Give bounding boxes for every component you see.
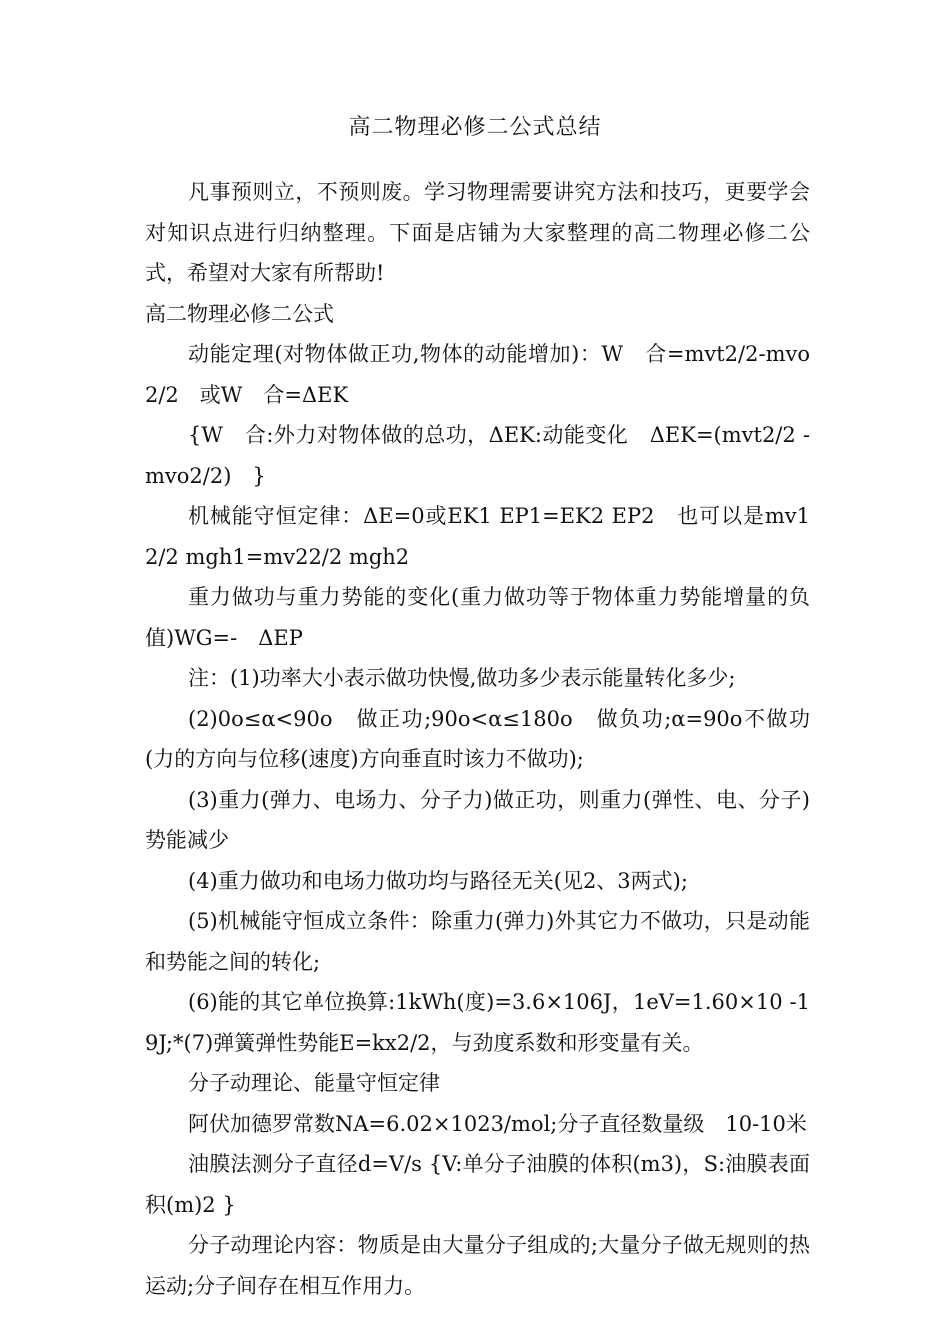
paragraph-work-definition: {W 合:外力对物体做的总功，ΔEK:动能变化 ΔEK=(mvt2/2 -mvo2/2) }: [145, 423, 810, 488]
paragraph-molecular-theory-content: 分子动理论内容：物质是由大量分子组成的;大量分子做无规则的热运动;分子间存在相互作用力。: [145, 1233, 810, 1298]
paragraph-gravity-work: 重力做功与重力势能的变化(重力做功等于物体重力势能增量的负值)WG=- ΔEP: [145, 585, 810, 650]
document-body: [145, 172, 810, 1306]
paragraph-kinetic-energy-theorem: 动能定理(对物体做正功,物体的动能增加)：W 合=mvt2/2-mvo2/2 或W 合=ΔEK: [145, 342, 810, 407]
paragraph-note-3: (3)重力(弹力、电场力、分子力)做正功，则重力(弹性、电、分子)势能减少: [145, 787, 810, 852]
paragraph-intro: 凡事预则立，不预则废。学习物理需要讲究方法和技巧，更要学会对知识点进行归纳整理。下面是店铺为大家整理的高二物理必修二公式，希望对大家有所帮助!: [145, 180, 810, 285]
paragraph-avogadro: 阿伏加德罗常数NA=6.02×1023/mol;分子直径数量级 10-10米: [188, 1111, 807, 1136]
paragraph-oil-film: 油膜法测分子直径d=V/s {V:单分子油膜的体积(m3)，S:油膜表面积(m)2 }: [145, 1152, 810, 1217]
paragraph-energy-conservation: 机械能守恒定律：ΔE=0或EK1 EP1=EK2 EP2 也可以是mv12/2 mgh1=mv22/2 mgh2: [145, 504, 810, 569]
paragraph-molecular-theory-heading: 分子动理论、能量守恒定律: [188, 1071, 440, 1095]
paragraph-note-4: (4)重力做功和电场力做功均与路径无关(见2、3两式);: [188, 868, 688, 893]
section-heading: 高二物理必修二公式: [145, 301, 334, 326]
paragraph-note-5: (5)机械能守恒成立条件：除重力(弹力)外其它力不做功，只是动能和势能之间的转化;: [145, 909, 810, 974]
paragraph-note-6: (6)能的其它单位换算:1kWh(度)=3.6×106J，1eV=1.60×10 -19J;*(7)弹簧弹性势能E=kx2/2，与劲度系数和形变量有关。: [145, 990, 810, 1055]
paragraph-note-1: 注：(1)功率大小表示做功快慢,做功多少表示能量转化多少;: [188, 666, 736, 690]
paragraph-note-2: (2)0o≤α<90o 做正功;90o<α≤180o 做负功;α=90o不做功(力的方向与位移(速度)方向垂直时该力不做功);: [145, 706, 810, 771]
document-title: 高二物理必修二公式总结: [348, 115, 602, 140]
